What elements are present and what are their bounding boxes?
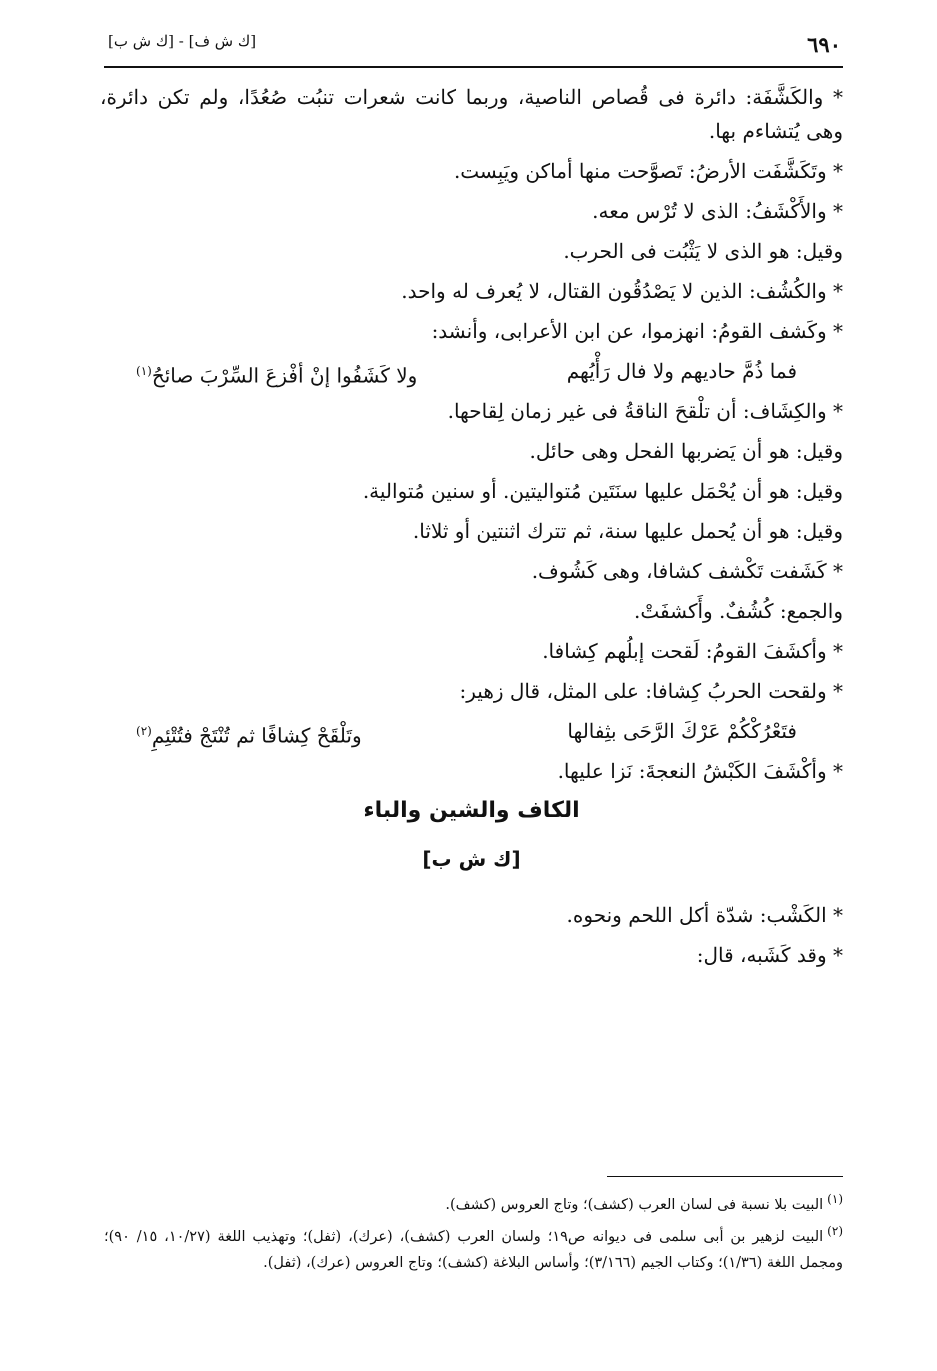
text-line: * ولقحت الحربُ كِشافا: على المثل، قال زهير: [459, 679, 843, 703]
text-line: وقيل: هو الذى لا يَثْبُت فى الحرب. [563, 239, 843, 263]
section-heading: الكاف والشين والباء [363, 798, 580, 823]
running-head: [ك ش ف] - [ك ش ب] [108, 32, 257, 50]
text-line: وقيل: هو أن يُحمل عليها سنة، ثم تترك اثنتين أو ثلاثا. [412, 519, 843, 543]
footnote-rule [607, 1176, 843, 1177]
verse-hemistich-second: وتَلْقَحْ كِشافًا ثم تُنْتَجْ فتُتْئِمِ [151, 723, 362, 748]
verse-line [100, 714, 843, 754]
root-heading: [ك ش ب] [422, 847, 521, 871]
text-line: * الكَشْب: شدّة أكل اللحم ونحوه. [566, 903, 843, 927]
verse-hemistich-first: فتَعْرُكْكُمْ عَرْكَ الرَّحَى بثِفالها [567, 719, 797, 743]
text-line: * وأكشَفَ القومُ: لَقحت إبلُهم كِشافا. [542, 639, 843, 663]
text-line: * كَشَفت تَكْشف كشافا، وهى كَشُوف. [531, 559, 843, 583]
text-line: * والكُشُف: الذين لا يَصْدُقُون القتال، لا يُعرف له واحد. [401, 279, 843, 303]
main-text [100, 80, 843, 978]
text-line: * وأكْشَفَ الكَبْشُ النعجةَ: نَزا عليها. [557, 759, 843, 783]
page-header [108, 28, 841, 60]
footnote-ref[interactable]: (٢) [136, 724, 152, 738]
verse-line [100, 354, 843, 394]
page-number: ٦٩٠ [807, 32, 841, 57]
text-line: * والأَكْشَفُ: الذى لا تُرْس معه. [592, 199, 843, 223]
footnote-mark: (٢) [827, 1223, 843, 1238]
verse-hemistich-second: ولا كَشَفُوا إنْ أفْزعَ السِّرْبَ صائحُ [151, 363, 418, 388]
header-rule [104, 66, 843, 68]
footnote-mark: (١) [827, 1192, 843, 1206]
footnote-ref[interactable]: (١) [136, 364, 152, 378]
footnote-item [104, 1218, 843, 1276]
footnote-text: البيت لزهير بن أبى سلمى فى ديوانه ص١٩؛ ولسان العرب (كشف)، (عرك)، (ثفل)؛ وتهذيب اللغة (١٠/٢٧، ١٥/ ٩٠)؛ ومجمل اللغة (١/٣٦)؛ وكتاب الجيم (٣/١٦٦)؛ وأساس البلاغة (كشف)؛ وتاج العروس (عرك)، (ثفل). [104, 1228, 843, 1271]
footnotes [104, 1186, 843, 1276]
text-line: والجمع: كُشُفٌ. وأَكشفَتْ. [634, 599, 843, 623]
text-line: * وتَكَشَّفَت الأرضُ: تَصوَّحت منها أماكن ويَبِست. [453, 159, 843, 183]
text-line: * وكَشف القومُ: انهزموا، عن ابن الأعرابى، وأنشد: [431, 319, 843, 343]
verse-hemistich-first: فما ذُمَّ حاديهم ولا فال رَأْيُهم [566, 359, 797, 383]
text-line: وقيل: هو أن يُحْمَل عليها سنَتَين مُتواليتين. أو سنين مُتوالية. [362, 479, 843, 503]
footnote-text: البيت بلا نسبة فى لسان العرب (كشف)؛ وتاج العروس (كشف). [445, 1196, 824, 1213]
text-line: * والكِشَاف: أن تلْقحَ الناقةُ فى غير زمان لِقاحها. [447, 399, 843, 423]
text-line: * وقد كَشَبه، قال: [696, 943, 843, 967]
text-line: وقيل: هو أن يَضربها الفحل وهى حائل. [529, 439, 843, 463]
entry-kashshafa: * والكَشَّفَة: دائرة فى قُصاص الناصية، وربما كانت شعرات تنبُت صُعُدًا، ولم تكن دائرة، وهى يُتشاءم بها. [100, 85, 843, 143]
footnote-item [104, 1186, 843, 1218]
